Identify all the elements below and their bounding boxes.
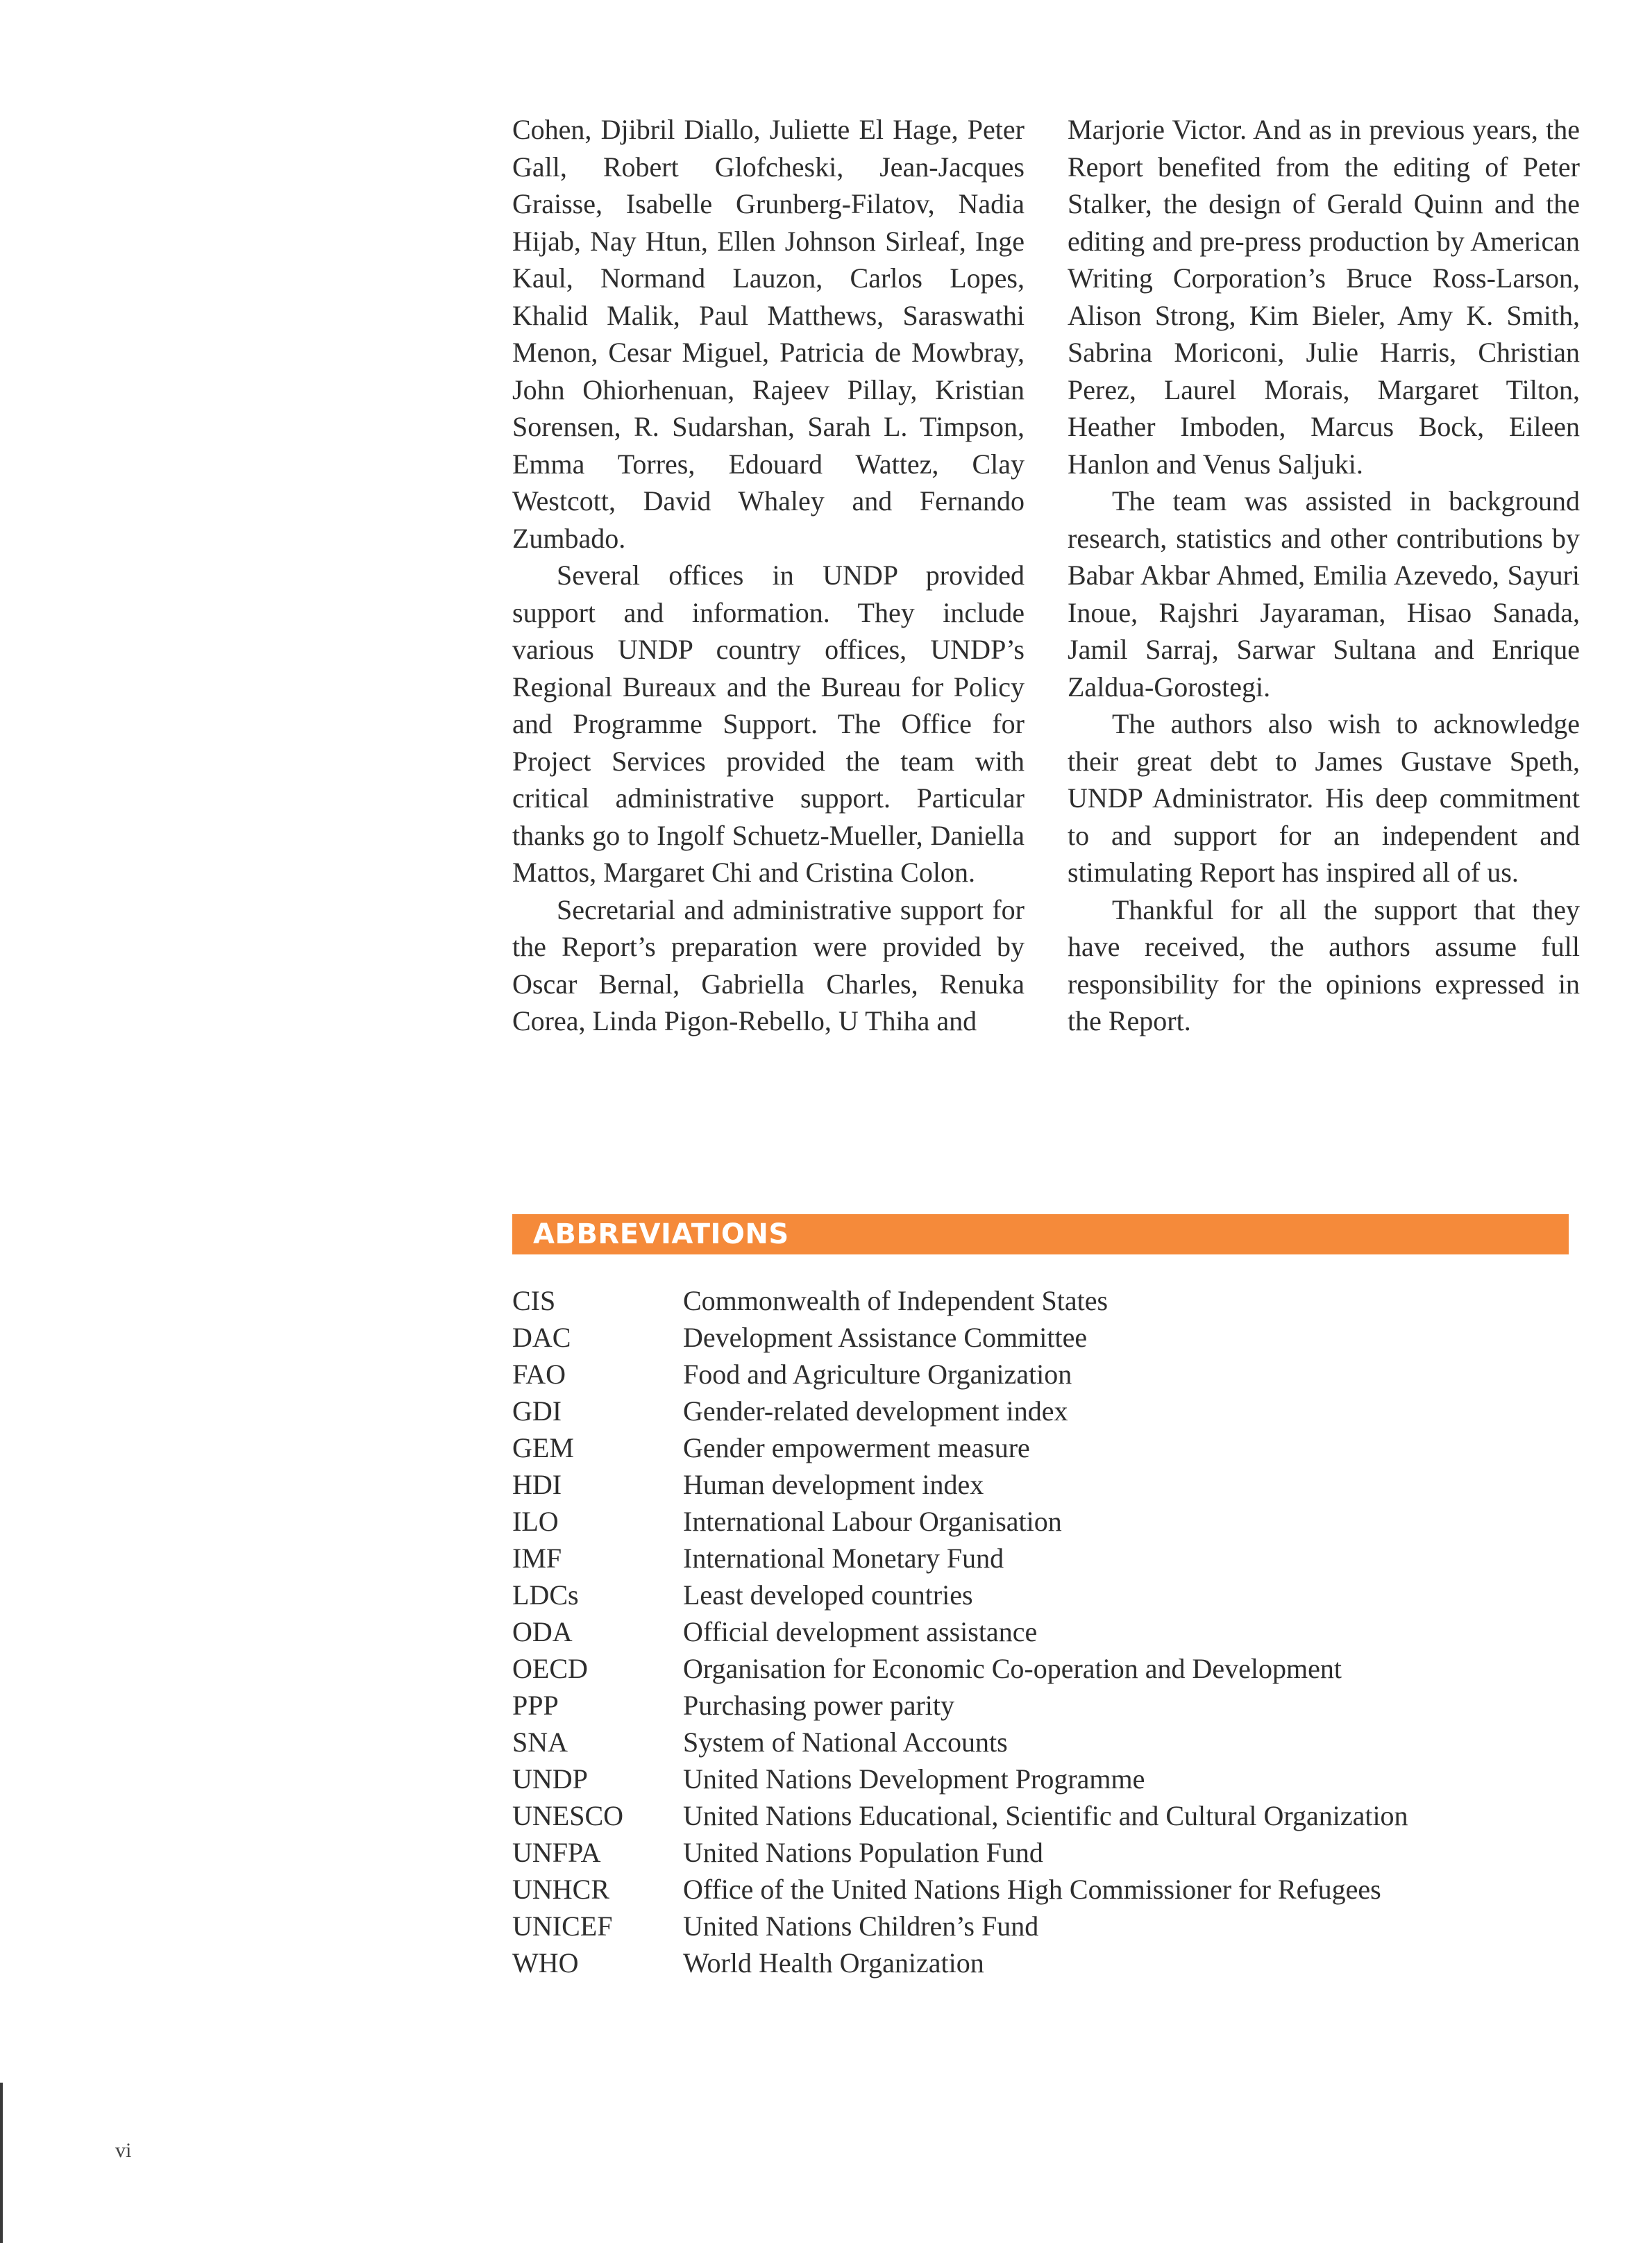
abbreviation-row	[512, 1797, 1595, 1834]
abbreviation-code: ILO	[512, 1506, 559, 1537]
abbreviation-row	[512, 1908, 1595, 1944]
left-paragraph-1: Cohen, Djibril Diallo, Juliette El Hage, Peter Gall, Robert Glofcheski, Jean-Jacques Graisse, Isabelle Grunberg-Filatov, Nadia Hijab, Nay Htun, Ellen Johnson Sirleaf, Inge Kaul, Normand Lauzon, Carlos Lopes, Khalid Malik, Paul Matthews, Saraswathi Menon, Cesar Miguel, Patricia de Mowbray, John Ohiorhenuan, Rajeev Pillay, Kristian Sorensen, R. Sudarshan, Sarah L. Timpson, Emma Torres, Edouard Wattez, Clay Westcott, David Whaley and Fernando Zumbado.	[512, 114, 1025, 554]
left-text-column	[512, 111, 1025, 1040]
abbreviation-row	[512, 1429, 1595, 1466]
abbreviation-code: OECD	[512, 1653, 588, 1684]
page-number: vi	[115, 2139, 132, 2162]
abbreviation-description: Least developed countries	[683, 1579, 973, 1611]
right-paragraph-1: Marjorie Victor. And as in previous years, the Report benefited from the editing of Peter Stalker, the design of Gerald Quinn and the editing and pre-press production by American Writing Corporation’s Bruce Ross-Larson, Alison Strong, Kim Bieler, Amy K. Smith, Sabrina Moriconi, Julie Harris, Christian Perez, Laurel Morais, Margaret Tilton, Heather Imboden, Marcus Bock, Eileen Hanlon and Venus Saljuki.	[1068, 114, 1580, 480]
abbreviation-description: International Labour Organisation	[683, 1506, 1062, 1537]
abbreviation-description: Purchasing power parity	[683, 1690, 955, 1721]
abbreviation-row	[512, 1540, 1595, 1577]
abbreviation-description: System of National Accounts	[683, 1727, 1008, 1758]
abbreviation-row	[512, 1577, 1595, 1613]
abbreviation-row	[512, 1834, 1595, 1871]
abbreviation-row	[512, 1944, 1595, 1981]
abbreviation-description: Human development index	[683, 1469, 984, 1500]
abbreviation-row	[512, 1871, 1595, 1908]
abbreviation-description: Gender empowerment measure	[683, 1432, 1030, 1463]
abbreviation-code: GEM	[512, 1432, 574, 1463]
abbreviation-code: GDI	[512, 1395, 562, 1427]
abbreviation-code: UNHCR	[512, 1874, 610, 1905]
abbreviation-description: Gender-related development index	[683, 1395, 1068, 1427]
left-paragraph-3: Secretarial and administrative support for the Report’s preparation were provided by Oscar Bernal, Gabriella Charles, Renuka Corea, Linda Pigon-Rebello, U Thiha and	[512, 893, 1025, 1036]
right-paragraph-4: Thankful for all the support that they have received, the authors assume full responsibility for the opinions expressed in the Report.	[1068, 893, 1580, 1036]
abbreviation-description: Organisation for Economic Co-operation and Development	[683, 1653, 1342, 1684]
abbreviation-code: FAO	[512, 1359, 566, 1390]
abbreviation-row	[512, 1613, 1595, 1650]
abbreviation-row	[512, 1319, 1595, 1356]
abbreviation-description: Food and Agriculture Organization	[683, 1359, 1072, 1390]
abbreviation-code: SNA	[512, 1727, 568, 1758]
abbreviation-description: United Nations Population Fund	[683, 1837, 1043, 1868]
abbreviation-row	[512, 1761, 1595, 1797]
abbreviation-description: United Nations Children’s Fund	[683, 1910, 1039, 1942]
abbreviation-description: World Health Organization	[683, 1947, 984, 1979]
abbreviation-row	[512, 1466, 1595, 1503]
abbreviation-code: CIS	[512, 1285, 556, 1316]
abbreviation-code: HDI	[512, 1469, 562, 1500]
abbreviation-code: ODA	[512, 1616, 573, 1647]
abbreviation-row	[512, 1356, 1595, 1393]
abbreviation-row	[512, 1503, 1595, 1540]
right-paragraph-2: The team was assisted in background research, statistics and other contributions by Babar Akbar Ahmed, Emilia Azevedo, Sayuri Inoue, Rajshri Jayaraman, Hisao Sanada, Jamil Sarraj, Sarwar Sultana and Enrique Zaldua-Gorostegi.	[1068, 485, 1580, 703]
abbreviation-code: WHO	[512, 1947, 579, 1979]
abbreviations-header-bar	[512, 1214, 1569, 1254]
abbreviation-row	[512, 1282, 1595, 1319]
abbreviation-description: Development Assistance Committee	[683, 1322, 1088, 1353]
abbreviation-description: Office of the United Nations High Commissioner for Refugees	[683, 1874, 1381, 1905]
abbreviation-code: UNFPA	[512, 1837, 601, 1868]
abbreviation-row	[512, 1687, 1595, 1724]
abbreviation-code: UNICEF	[512, 1910, 613, 1942]
left-paragraph-2: Several offices in UNDP provided support and information. They include various UNDP country offices, UNDP’s Regional Bureaux and the Bureau for Policy and Programme Support. The Office for Project Services provided the team with critical administrative support. Particular thanks go to Ingolf Schuetz-Mueller, Daniella Mattos, Margaret Chi and Cristina Colon.	[512, 560, 1025, 888]
abbreviation-description: United Nations Development Programme	[683, 1763, 1145, 1795]
page-edge-rule	[0, 2083, 3, 2243]
abbreviation-code: LDCs	[512, 1579, 579, 1611]
abbreviation-description: United Nations Educational, Scientific and Cultural Organization	[683, 1800, 1408, 1831]
abbreviation-description: Official development assistance	[683, 1616, 1038, 1647]
abbreviation-row	[512, 1650, 1595, 1687]
abbreviation-row	[512, 1393, 1595, 1429]
abbreviation-row	[512, 1724, 1595, 1761]
abbreviation-code: UNDP	[512, 1763, 588, 1795]
right-text-column	[1068, 111, 1580, 1040]
abbreviations-title: ABBREVIATIONS	[533, 1218, 789, 1250]
abbreviations-list	[512, 1282, 1595, 1981]
abbreviation-code: UNESCO	[512, 1800, 624, 1831]
right-paragraph-3: The authors also wish to acknowledge their great debt to James Gustave Speth, UNDP Administrator. His deep commitment to and support for an independent and stimulating Report has inspired all of us.	[1068, 708, 1580, 888]
abbreviation-code: DAC	[512, 1322, 571, 1353]
abbreviation-description: Commonwealth of Independent States	[683, 1285, 1109, 1316]
abbreviation-code: PPP	[512, 1690, 559, 1721]
abbreviation-code: IMF	[512, 1543, 562, 1574]
abbreviation-description: International Monetary Fund	[683, 1543, 1004, 1574]
